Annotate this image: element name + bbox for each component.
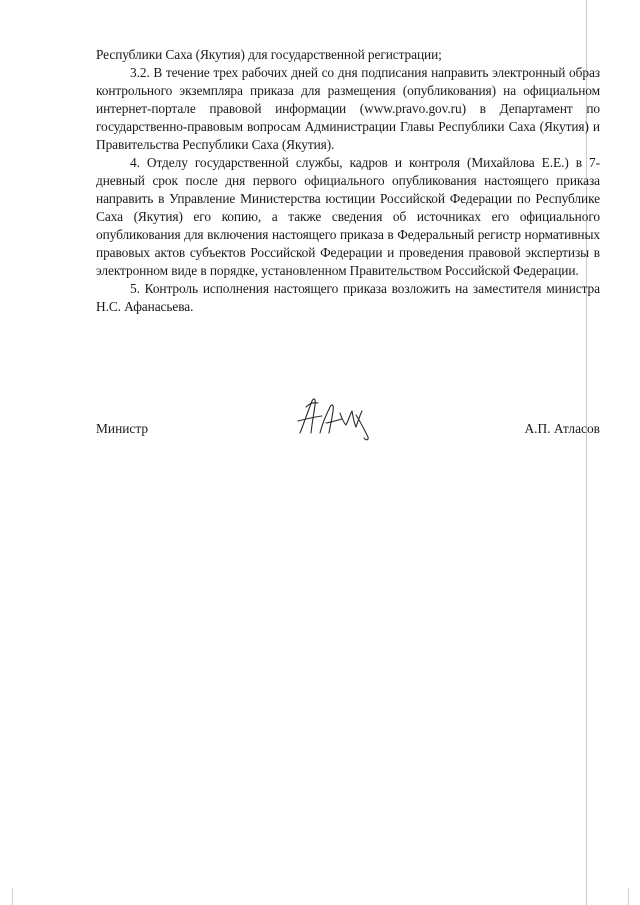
signature-block bbox=[96, 415, 600, 455]
paragraph-4: 4. Отделу государственной службы, кадров и контроля (Михайлова Е.Е.) в 7-дневный срок после дня первого официального опубликования настоящего приказа направить в Управление Министерства юстиции Российской Федерации по Республике Саха (Якутия) его копию, а также сведения об источниках его официального опубликования для включения настоящего приказа в Федеральный регистр нормативных правовых актов субъектов Российской Федерации и проведения правовой экспертизы в электронном виде в порядке, установленном Правительством Российской Федерации. bbox=[96, 155, 600, 278]
signatory-title: Министр bbox=[96, 421, 149, 436]
paragraph-3-2: 3.2. В течение трех рабочих дней со дня подписания направить электронный образ контрольного экземпляра приказа для размещения (опубликования) на официальном интернет-портале правовой информации (www.pravo.gov.ru) в Департамент по государственно-правовым вопросам Администрации Главы Республики Саха (Якутия) и Правительства Республики Саха (Якутия). bbox=[96, 65, 600, 152]
paragraph-continued: Республики Саха (Якутия) для государственной регистрации; bbox=[96, 47, 442, 62]
scan-edge-mark bbox=[628, 888, 629, 905]
handwritten-signature bbox=[294, 393, 378, 443]
signatory-name: А.П. Атласов bbox=[524, 421, 600, 436]
scan-edge-mark bbox=[12, 888, 13, 905]
signature-strokes bbox=[298, 399, 368, 440]
paragraph-5: 5. Контроль исполнения настоящего приказа возложить на заместителя министра Н.С. Афанасьева. bbox=[96, 281, 600, 314]
document-body bbox=[96, 46, 600, 316]
